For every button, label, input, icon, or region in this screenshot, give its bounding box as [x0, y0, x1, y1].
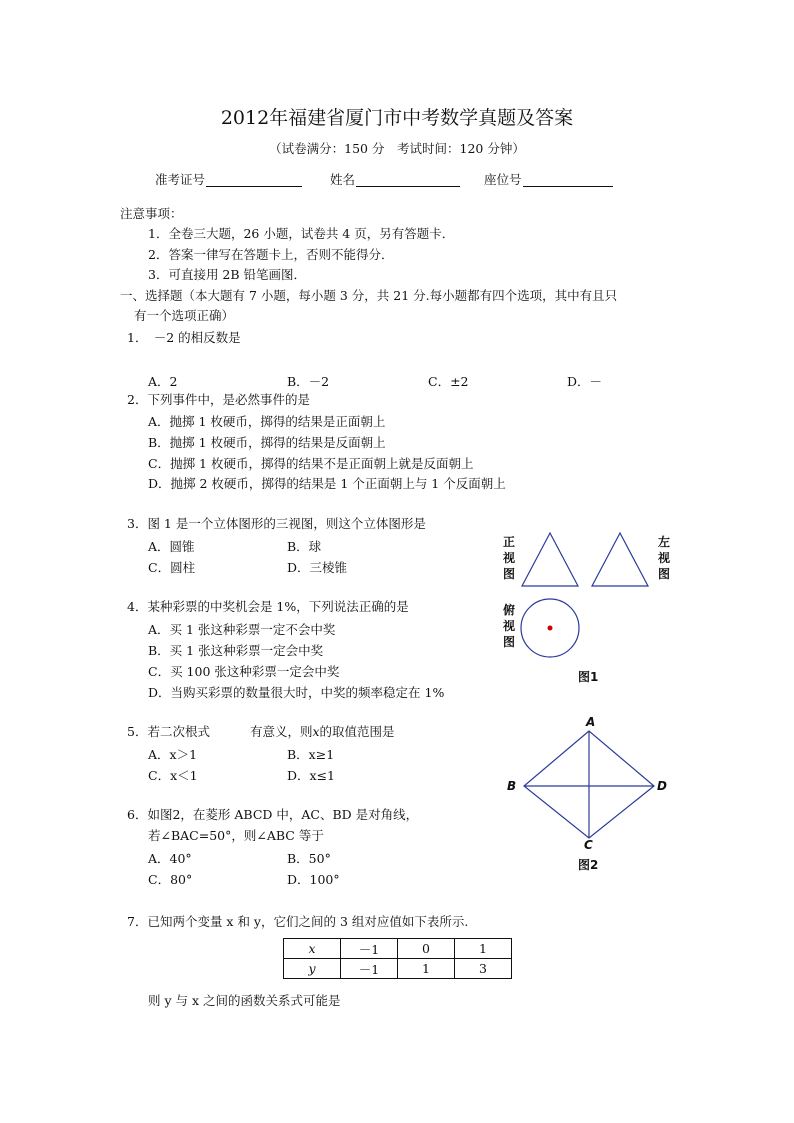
- q3-option-a[interactable]: A．圆锥: [148, 539, 195, 554]
- left-view-label: 左视图: [657, 535, 670, 581]
- q5-variable: x: [312, 724, 320, 739]
- question-7-stem: 7．已知两个变量 x 和 y，它们之间的 3 组对应值如下表所示.: [127, 914, 469, 929]
- q4-option-a[interactable]: A．买 1 张这种彩票一定不会中奖: [148, 622, 336, 637]
- section-heading-cont: 有一个选项正确）: [134, 308, 235, 323]
- table-cell: 0: [398, 939, 455, 959]
- q1-option-c[interactable]: C．±2: [428, 374, 469, 389]
- question-2-stem: 2．下列事件中，是必然事件的是: [127, 392, 310, 407]
- left-view-triangle: [592, 533, 648, 586]
- question-1-stem: 1． －2 的相反数是: [127, 330, 241, 345]
- note-item: 1．全卷三大题，26 小题，试卷共 4 页，另有答题卡．: [148, 226, 455, 241]
- q6-option-d[interactable]: D．100°: [287, 872, 340, 887]
- question-4-stem: 4．某种彩票的中奖机会是 1%，下列说法正确的是: [127, 599, 409, 614]
- question-6-stem-cont: 若∠BAC=50°，则∠ABC 等于: [148, 828, 324, 843]
- q5-option-d[interactable]: D．x≤1: [287, 768, 335, 783]
- figure-1-caption: 图1: [578, 670, 599, 684]
- q5-stem-mid: 有意义，则: [249, 724, 313, 739]
- q5-stem-start: 5．若二次根式: [127, 724, 210, 739]
- q6-option-b[interactable]: B．50°: [287, 851, 331, 866]
- top-view-label: 俯视图: [502, 603, 515, 649]
- q1-option-d[interactable]: D．－: [567, 374, 603, 389]
- q5-option-c[interactable]: C．x＜1: [148, 768, 198, 783]
- question-3-stem: 3．图 1 是一个立体图形的三视图，则这个立体图形是: [127, 516, 426, 531]
- section-heading: 一、选择题（本大题有 7 小题，每小题 3 分，共 21 分.每小题都有四个选项，其中有且只: [120, 288, 618, 303]
- q2-option-d[interactable]: D．抛掷 2 枚硬币，掷得的结果是 1 个正面朝上与 1 个反面朝上: [148, 476, 506, 491]
- q5-option-a[interactable]: A．x＞1: [148, 747, 198, 762]
- q2-option-c[interactable]: C．抛掷 1 枚硬币，掷得的结果不是正面朝上就是反面朝上: [148, 456, 474, 471]
- vertex-b-label: B: [507, 779, 517, 793]
- note-item: 2．答案一律写在答题卡上，否则不能得分．: [148, 247, 394, 262]
- table-cell: －1: [341, 959, 398, 979]
- q1-option-b[interactable]: B．－2: [287, 374, 330, 389]
- q4-option-d[interactable]: D．当购买彩票的数量很大时，中奖的频率稳定在 1%: [148, 685, 445, 700]
- q4-option-c[interactable]: C．买 100 张这种彩票一定会中奖: [148, 664, 340, 679]
- vertex-a-label: A: [586, 715, 596, 729]
- q6-option-a[interactable]: A．40°: [148, 851, 192, 866]
- figure-2-caption: 图2: [578, 858, 599, 872]
- exam-id-label: 准考证号: [155, 172, 206, 187]
- q2-option-a[interactable]: A．抛掷 1 枚硬币，掷得的结果是正面朝上: [148, 414, 386, 429]
- question-6-stem: 6．如图2，在菱形 ABCD 中，AC、BD 是对角线，: [127, 807, 419, 822]
- exam-info: （试卷满分：150 分 考试时间：120 分钟）: [269, 141, 525, 156]
- name-label: 姓名: [330, 172, 356, 187]
- vertex-c-label: C: [584, 838, 593, 852]
- front-view-label: 正视图: [502, 535, 515, 581]
- q3-option-b[interactable]: B．球: [287, 539, 322, 554]
- notes-heading: 注意事项：: [120, 206, 183, 221]
- seat-label: 座位号: [484, 172, 522, 187]
- table-cell: 1: [398, 959, 455, 979]
- table-cell: －1: [341, 939, 398, 959]
- note-item: 3．可直接用 2B 铅笔画图．: [148, 267, 307, 282]
- q2-option-b[interactable]: B．抛掷 1 枚硬币，掷得的结果是反面朝上: [148, 435, 386, 450]
- vertex-d-label: D: [657, 779, 667, 793]
- table-cell: 1: [455, 939, 512, 959]
- q4-option-b[interactable]: B．买 1 张这种彩票一定会中奖: [148, 643, 324, 658]
- page-title: 2012年福建省厦门市中考数学真题及答案: [220, 107, 574, 129]
- q5-option-b[interactable]: B．x≥1: [287, 747, 335, 762]
- top-view-center-dot: [548, 626, 553, 631]
- q6-option-c[interactable]: C．80°: [148, 872, 193, 887]
- front-view-triangle: [522, 533, 578, 586]
- question-7-follow: 则 y 与 x 之间的函数关系式可能是: [148, 993, 341, 1008]
- q1-option-a[interactable]: A．2: [148, 374, 178, 389]
- table-cell: x: [284, 939, 341, 959]
- table-cell: 3: [455, 959, 512, 979]
- q3-option-c[interactable]: C．圆柱: [148, 560, 196, 575]
- q3-option-d[interactable]: D．三棱锥: [287, 560, 348, 575]
- table-cell: y: [284, 959, 341, 979]
- q5-stem-end: 的取值范围是: [319, 724, 395, 739]
